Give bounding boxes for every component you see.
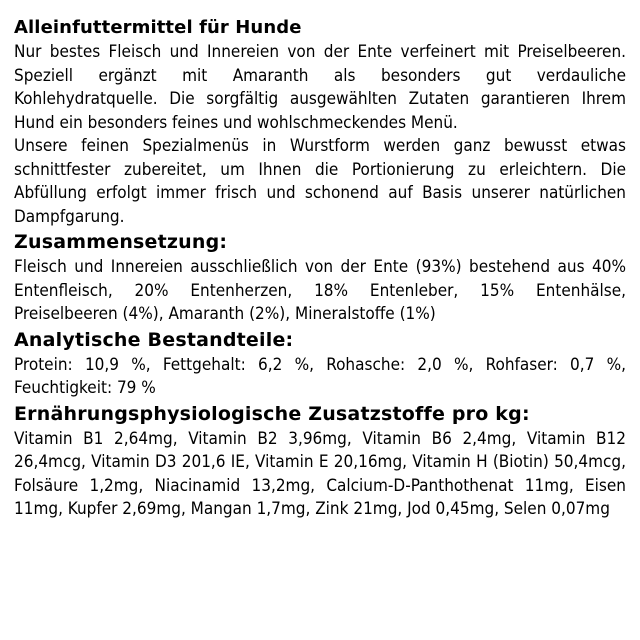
product-description	[14, 14, 626, 522]
analytical-text: Protein: 10,9 %, Fettgehalt: 6,2 %, Rohasche: 2,0 %, Rohfaser: 0,7 %, Feuchtigkeit: 79 %	[14, 354, 626, 398]
composition-heading: Zusammensetzung:	[14, 231, 228, 253]
additives-heading: Ernährungsphysiologische Zusatzstoffe pro kg:	[14, 402, 530, 425]
product-title: Alleinfuttermittel für Hunde	[14, 17, 302, 38]
composition-text: Fleisch und Innereien ausschließlich von der Ente (93%) bestehend aus 40% Entenfleisch, 20% Entenherzen, 18% Entenleber, 15% Entenhälse, Preiselbeeren (4%), Amaranth (2%), Mineralstoffe (1%)	[14, 257, 626, 324]
analytical-heading: Analytische Bestandteile:	[14, 328, 294, 351]
additives-text: Vitamin B1 2,64mg, Vitamin B2 3,96mg, Vitamin B6 2,4mg, Vitamin B12 26,4mcg, Vitamin D3 201,6 IE, Vitamin E 20,16mg, Vitamin H (Biotin) 50,4mcg, Folsäure 1,2mg, Niacinamid 13,2mg, Calcium-D-Panthothenat 11mg, Eisen 11mg, Kupfer 2,69mg, Mangan 1,7mg, Zink 21mg, Jod 0,45mg, Selen 0,07mg	[14, 428, 626, 519]
intro-paragraph-2: Unsere feinen Spezialmenüs in Wurstform werden ganz bewusst etwas schnittfester zubereitet, um Ihnen die Portionierung zu erleichtern. Die Abfüllung erfolgt immer frisch und schonend auf Basis unserer natürlichen Dampfgarung.	[14, 136, 626, 227]
intro-paragraph-1: Nur bestes Fleisch und Innereien von der Ente verfeinert mit Preiselbeeren. Speziell ergänzt mit Amaranth als besonders gut verdauliche Kohlehydratquelle. Die sorgfältig ausgewählten Zutaten garantieren Ihrem Hund ein besonders feines und wohlschmeckendes Menü.	[14, 42, 626, 133]
